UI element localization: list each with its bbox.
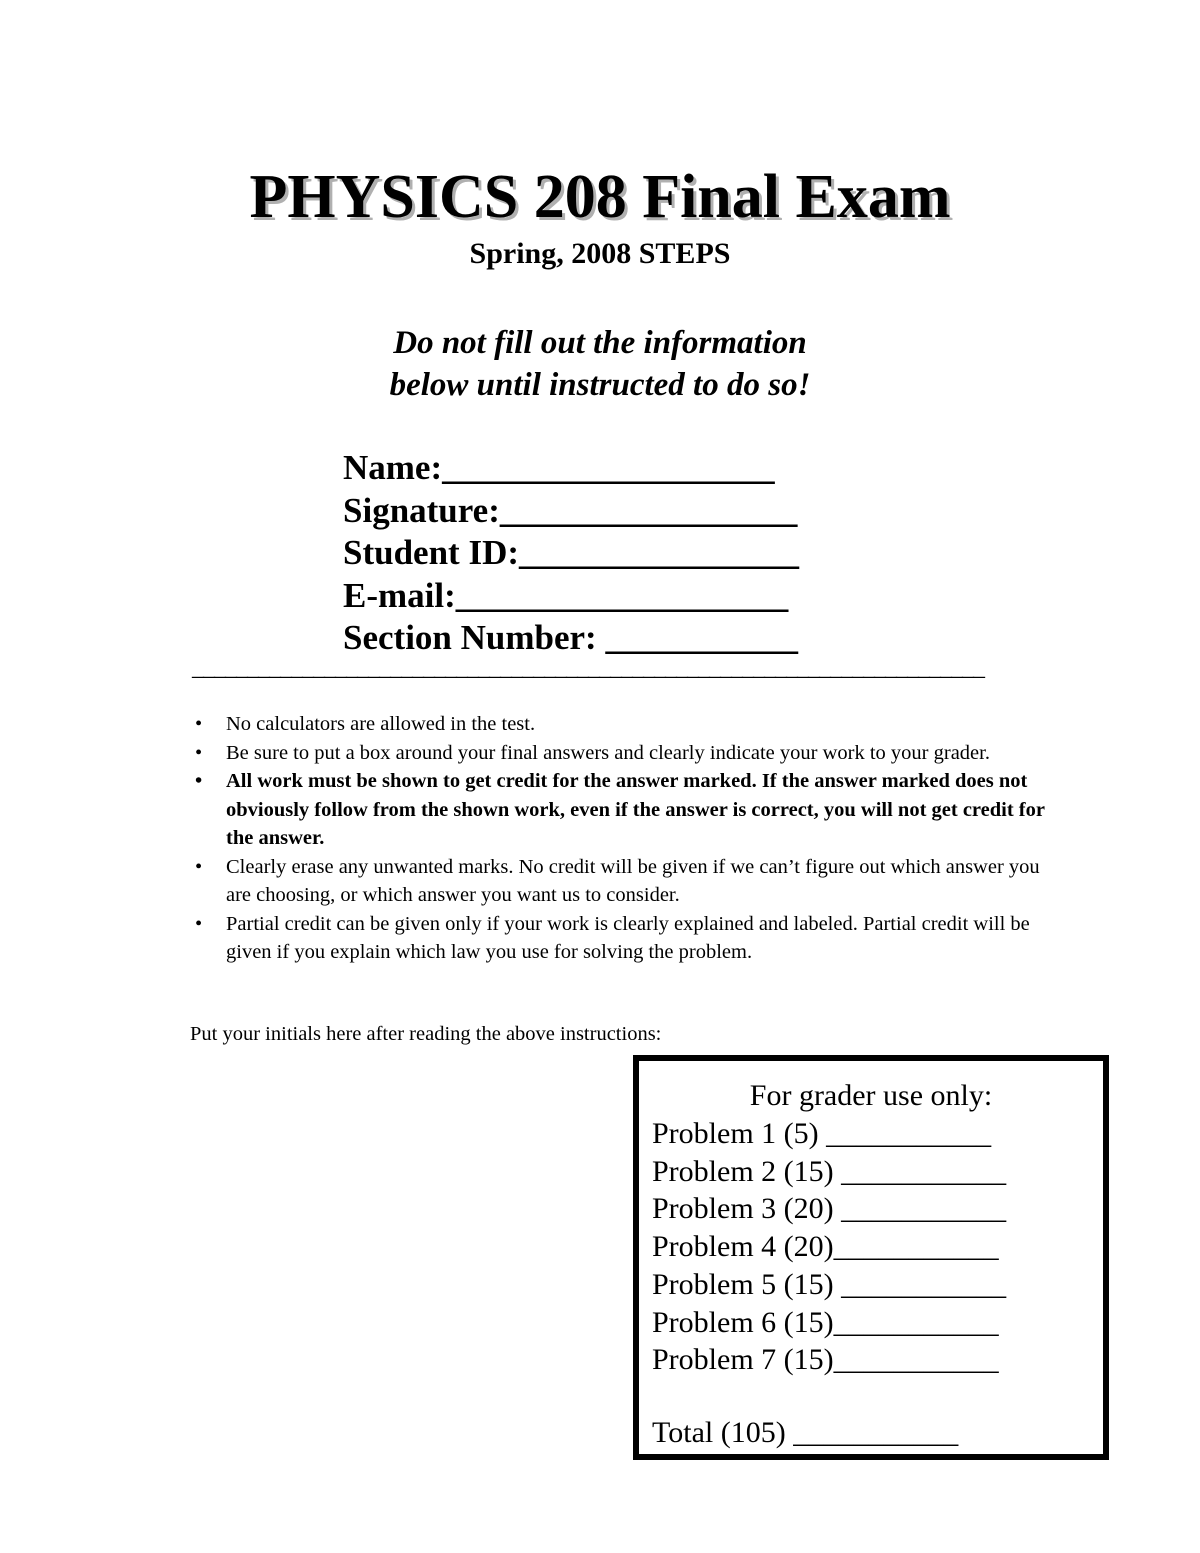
grader-row-problem-4: Problem 4 (20)___________: [652, 1230, 999, 1264]
bullet-icon: •: [195, 912, 203, 935]
exam-title: PHYSICS 208 Final Exam: [249, 163, 951, 231]
name-field[interactable]: Name:___________________: [343, 448, 775, 487]
signature-field[interactable]: Signature:_________________: [343, 490, 798, 530]
student-id-field[interactable]: Student ID:________________: [343, 533, 800, 572]
exam-subtitle: Spring, 2008 STEPS: [469, 237, 731, 270]
fill-warning-line-2: below until instructed to do so!: [389, 367, 811, 403]
grader-row-problem-2: Problem 2 (15) ___________: [652, 1154, 1007, 1188]
instruction-item: [190, 853, 1050, 910]
bullet-icon: •: [195, 713, 203, 735]
grader-row-problem-7: Problem 7 (15)___________: [652, 1343, 999, 1377]
grader-row-problem-6: Problem 6 (15)___________: [652, 1305, 999, 1339]
grader-total: Total (105) ___________: [652, 1416, 959, 1449]
grader-box: [633, 1055, 1109, 1460]
instruction-text: Clearly erase any unwanted marks. No credit will be given if we can’t figure out which answer you are choosing, or which answer you want us to consider.: [226, 855, 1040, 906]
separator-line: ________________________________________________________________________: [192, 655, 984, 681]
instruction-item: [190, 710, 1050, 739]
instruction-item: [190, 767, 1050, 853]
instruction-text: Partial credit can be given only if your work is clearly explained and labeled. Partial credit will be given if you explain which law you use for solving the problem.: [226, 912, 1030, 963]
fill-warning: [0, 322, 1200, 406]
instruction-text: All work must be shown to get credit for the answer marked. If the answer marked does not obviously follow from the shown work, even if the answer is correct, you will not get credit for the answer.: [226, 770, 1045, 849]
instruction-text: No calculators are allowed in the test.: [226, 713, 536, 735]
instructions-list: [190, 710, 1050, 967]
email-field[interactable]: E-mail:___________________: [343, 575, 789, 615]
grader-row-problem-3: Problem 3 (20) ___________: [652, 1192, 1007, 1226]
instruction-item: [190, 739, 1050, 768]
student-info-fields: [343, 447, 799, 660]
fill-warning-line-1: Do not fill out the information: [393, 325, 807, 361]
grader-title: For grader use only:: [749, 1079, 993, 1112]
grader-score-list: [652, 1115, 1006, 1379]
initials-prompt: Put your initials here after reading the above instructions:: [190, 1023, 662, 1045]
instruction-text: Be sure to put a box around your final answers and clearly indicate your work to your grader.: [226, 741, 990, 764]
section-number-field[interactable]: Section Number: ___________: [343, 618, 798, 657]
bullet-icon: •: [195, 741, 203, 764]
bullet-icon: •: [195, 855, 203, 878]
grader-row-problem-1: Problem 1 (5) ___________: [652, 1117, 992, 1150]
grader-row-problem-5: Problem 5 (15) ___________: [652, 1267, 1007, 1301]
instruction-item: [190, 910, 1050, 967]
bullet-icon: •: [195, 770, 203, 792]
